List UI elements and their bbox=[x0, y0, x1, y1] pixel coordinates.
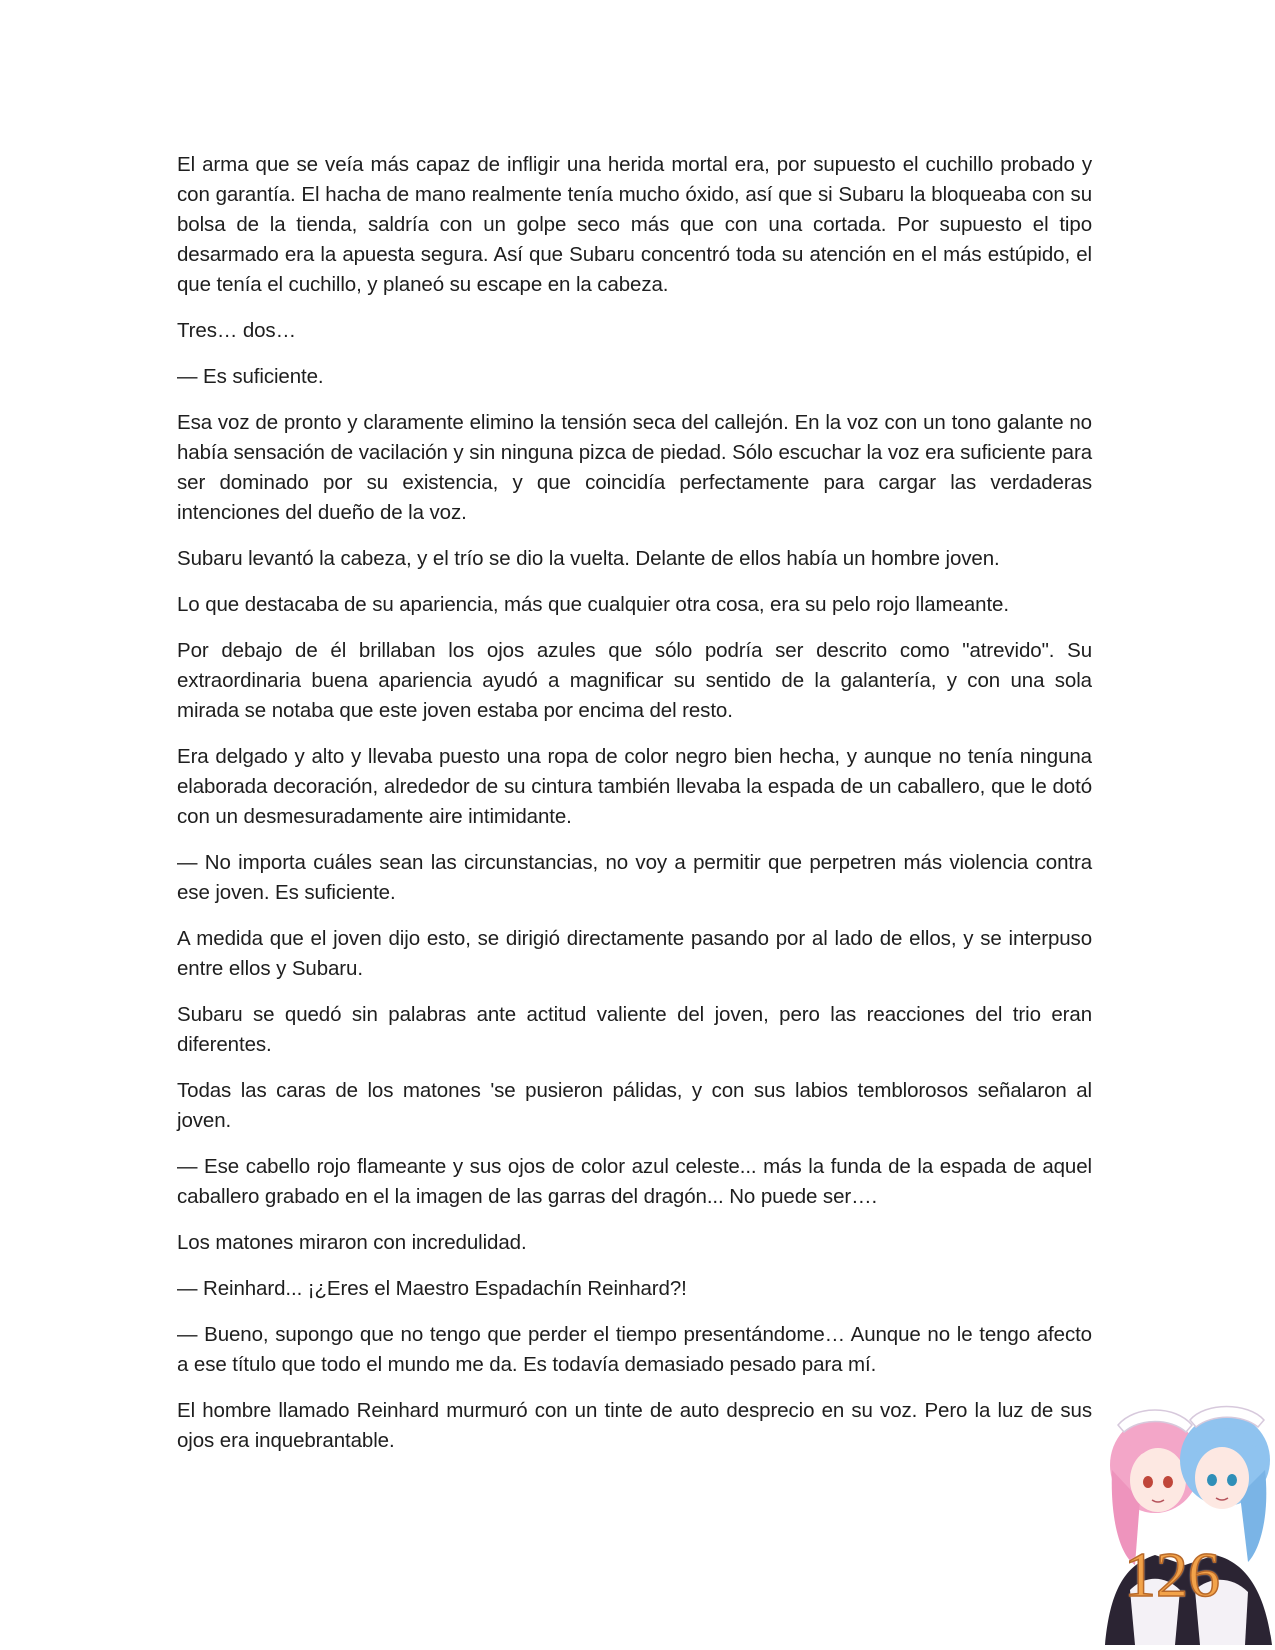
paragraph-15: — Reinhard... ¡¿Eres el Maestro Espadachín Reinhard?! bbox=[177, 1277, 687, 1300]
paragraph-13: — Ese cabello rojo flameante y sus ojos de color azul celeste... más la funda de la espada de aquel caballero grabado en el la imagen de las garras del dragón... No puede ser…. bbox=[177, 1155, 1092, 1208]
paragraph-11: Subaru se quedó sin palabras ante actitud valiente del joven, pero las reacciones del trio eran diferentes. bbox=[177, 1003, 1092, 1056]
paragraph-17: El hombre llamado Reinhard murmuró con un tinte de auto desprecio en su voz. Pero la luz de sus ojos era inquebrantable. bbox=[177, 1399, 1092, 1452]
paragraph-16: — Bueno, supongo que no tengo que perder el tiempo presentándome… Aunque no le tengo afecto a ese título que todo el mundo me da. Es todavía demasiado pesado para mí. bbox=[177, 1323, 1092, 1376]
paragraph-12: Todas las caras de los matones 'se pusieron pálidas, y con sus labios temblorosos señalaron al joven. bbox=[177, 1079, 1092, 1132]
anime-twin-maids-illustration-icon bbox=[1100, 1390, 1275, 1650]
paragraph-1: El arma que se veía más capaz de infligir una herida mortal era, por supuesto el cuchillo probado y con garantía. El hacha de mano realmente tenía mucho óxido, así que si Subaru la bloqueaba con su bolsa de la tienda, saldría con un golpe seco más que con una cortada. Por supuesto el tipo desarmado era la apuesta segura. Así que Subaru concentró toda su atención en el más estúpido, el que tenía el cuchillo, y planeó su escape en la cabeza. bbox=[177, 153, 1092, 296]
paragraph-9: — No importa cuáles sean las circunstancias, no voy a permitir que perpetren más violencia contra ese joven. Es suficiente. bbox=[177, 851, 1092, 904]
paragraph-10: A medida que el joven dijo esto, se dirigió directamente pasando por al lado de ellos, y se interpuso entre ellos y Subaru. bbox=[177, 927, 1092, 980]
paragraph-7: Por debajo de él brillaban los ojos azules que sólo podría ser descrito como "atrevido". Su extraordinaria buena apariencia ayudó a magnificar su sentido de la galantería, y con una sola mirada se notaba que este joven estaba por encima del resto. bbox=[177, 639, 1092, 722]
paragraph-3: — Es suficiente. bbox=[177, 365, 324, 388]
paragraph-2: Tres… dos… bbox=[177, 319, 296, 342]
paragraph-14: Los matones miraron con incredulidad. bbox=[177, 1231, 527, 1254]
page-number: 126 bbox=[1124, 1539, 1220, 1610]
paragraph-4: Esa voz de pronto y claramente elimino la tensión seca del callejón. En la voz con un tono galante no había sensación de vacilación y sin ninguna pizca de piedad. Sólo escuchar la voz era suficiente para ser dominado por su existencia, y que coincidía perfectamente para cargar las verdaderas intenciones del dueño de la voz. bbox=[177, 411, 1092, 524]
paragraph-8: Era delgado y alto y llevaba puesto una ropa de color negro bien hecha, y aunque no tenía ninguna elaborada decoración, alrededor de su cintura también llevaba la espada de un caballero, que le dotó con un desmesuradamente aire intimidante. bbox=[177, 745, 1092, 828]
paragraph-6: Lo que destacaba de su apariencia, más que cualquier otra cosa, era su pelo rojo llameante. bbox=[177, 593, 1009, 616]
page-body bbox=[177, 150, 1092, 1472]
paragraph-5: Subaru levantó la cabeza, y el trío se dio la vuelta. Delante de ellos había un hombre joven. bbox=[177, 547, 1000, 570]
